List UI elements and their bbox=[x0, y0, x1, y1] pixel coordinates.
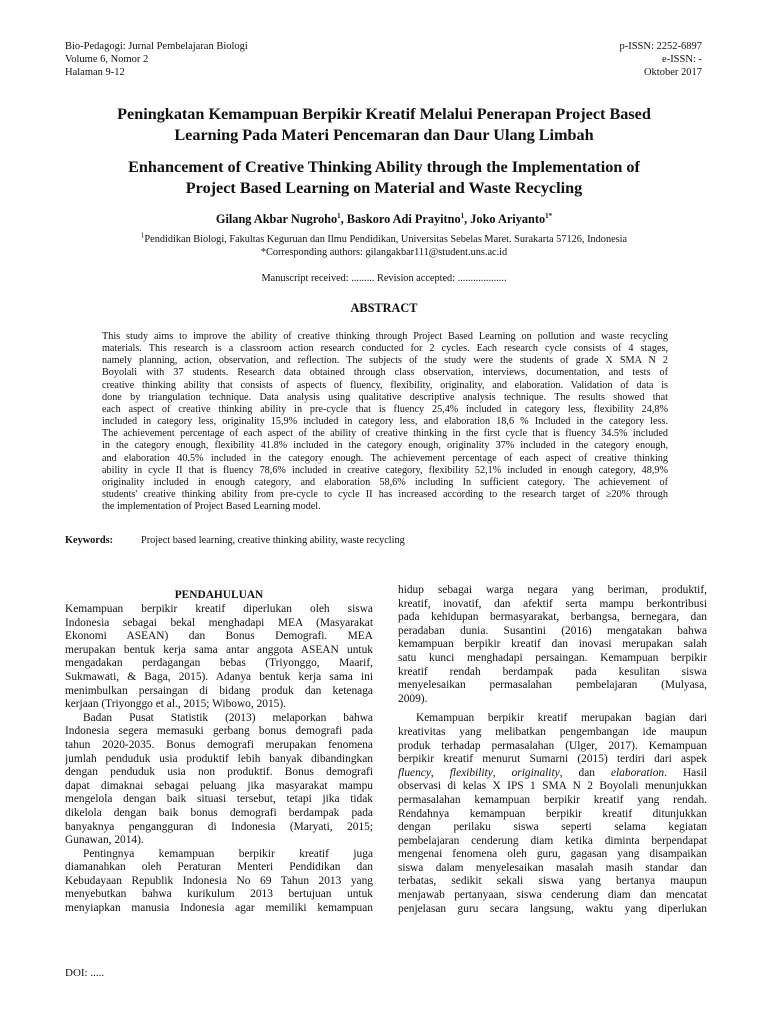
body-line: Kemampuan berpikir kreatif diperlukan oleh siswa bbox=[65, 603, 373, 615]
body-line: menjawab pertanyaan, siswa cenderung diam dan mencatat bbox=[398, 889, 707, 902]
body-line: penjelasan guru secara langsung, waktu yang diperlukan bbox=[398, 902, 707, 915]
body-line: berpikir kreatif menurut Sumarni (2015) terdiri dari aspek bbox=[398, 753, 707, 766]
author-list bbox=[40, 212, 728, 227]
abstract-line: The achievement percentage of each aspect of the ability of creative thinking in the first cycle that is fluency 34.5% included bbox=[102, 428, 668, 440]
body-line: banyaknya pengangguran di Indonesia (Maryati, 2015; bbox=[65, 820, 373, 833]
author-name: , Joko Ariyanto bbox=[464, 212, 546, 226]
running-header-right bbox=[619, 40, 702, 79]
body-line: kreatif, inovatif, dan afektif serta mampu berkontribusi bbox=[398, 597, 707, 610]
body-line: 2009). bbox=[398, 692, 428, 705]
body-line: Kebudayaan Republik Indonesia No 69 Tahun 2013 yang bbox=[65, 874, 373, 887]
abstract-line: in the category enough, flexibility 41.8% included in the category enough, originality 37% included in the category enough, bbox=[102, 440, 668, 452]
doi: DOI: ..... bbox=[65, 967, 105, 979]
abstract-line: students' creative thinking ability from pre-cycle to cycle II has increased according to the research target of ≥20% through bbox=[102, 489, 668, 501]
body-line: menyebutkan bahwa kurikulum 2013 bertujuan untuk bbox=[65, 888, 373, 901]
body-line: mengadakan perdagangan bebas (Triyonggo, Maarif, bbox=[65, 657, 373, 670]
body-line: Badan Pusat Statistik (2013) melaporkan bahwa bbox=[83, 711, 373, 724]
term-originality: originality bbox=[511, 766, 560, 779]
body-line: Rendahnya kemampuan berpikir kreatif ditunjukkan bbox=[398, 807, 707, 820]
abstract-line: originality included in enough category, and elaboration 58,6% including In sufficient category. The achievement of bbox=[102, 476, 668, 488]
body-line: produk terhadap permasalahan (Ulger, 2017). Kemampuan bbox=[398, 739, 707, 752]
body-line: pada kehidupan bermasyarakat, berbangsa, bernegara, dan bbox=[398, 611, 707, 624]
term-fluency: fluency bbox=[398, 766, 431, 779]
title-line: Project Based Learning on Material and Waste Recycling bbox=[185, 179, 583, 197]
separator: . Hasil bbox=[664, 766, 707, 779]
body-line: dengan penduduk usia non produktif. Bonus demografi bbox=[65, 766, 373, 779]
affiliation-mark: 1 bbox=[140, 231, 145, 240]
body-line: kerjaan (Triyonggo et al., 2015; Wibowo, 2015). bbox=[65, 698, 286, 711]
running-header-left bbox=[65, 40, 248, 79]
body-line: peradaban dunia. Susantini (2016) mengatakan bahwa bbox=[398, 624, 707, 637]
journal-pages: Halaman 9-12 bbox=[65, 67, 125, 78]
keywords-label: Keywords: bbox=[65, 535, 114, 546]
abstract-line: ability in cycle II that is fluency 78,6% included in creative category, flexibility 52,1% included in enough category, 48,9% bbox=[102, 464, 668, 476]
body-line: dikelola dengan baik bonus demografi berdampak pada bbox=[65, 806, 373, 819]
body-line: siswa dalam menyelesaikan masalah masih standar dan bbox=[398, 861, 707, 874]
body-line: hidup sebagai warga negara yang beriman, produktif, bbox=[398, 584, 707, 596]
abstract-line: Boyolali with 37 students. Research data obtained through class observation, interviews, documentation, and tests of bbox=[102, 367, 668, 379]
body-line: Gunawan, 2014). bbox=[65, 834, 144, 847]
affiliation-mark: 1 bbox=[337, 211, 341, 220]
body-line: jumlah penduduk usia produktif lebih banyak dibandingkan bbox=[65, 752, 373, 765]
journal-name: Bio-Pedagogi: Jurnal Pembelajaran Biologi bbox=[65, 41, 248, 52]
title-line: Learning Pada Materi Pencemaran dan Daur Ulang Limbah bbox=[174, 126, 594, 144]
abstract-line: creative thinking ability that consists of aspects of fluency, flexibility, originality, and elaboration. Validation of data is bbox=[102, 379, 668, 391]
abstract-line: namely planning, action, observation, and reflection. The subjects of the study were the students of grade X SMA N 2 bbox=[102, 355, 668, 367]
section-heading-pendahuluan: PENDAHULUAN bbox=[174, 589, 264, 601]
author-name: , Baskoro Adi Prayitno bbox=[340, 212, 461, 226]
corresponding-author: *Corresponding authors: gilangakbar111@student.uns.ac.id bbox=[260, 247, 508, 258]
e-issn: e-ISSN: - bbox=[662, 54, 702, 65]
title-line: Enhancement of Creative Thinking Ability through the Implementation of bbox=[128, 158, 640, 176]
body-line: kemampuan berpikir kreatif dan inovasi merupakan salah bbox=[398, 638, 707, 651]
body-line: kreatif rendah berdampak pada kesulitan siswa bbox=[398, 665, 707, 678]
term-elaboration: elaboration bbox=[610, 766, 665, 779]
abstract-heading: ABSTRACT bbox=[350, 301, 418, 315]
body-line: pembelajaran cenderung diam ketika diminta berpendapat bbox=[398, 834, 707, 847]
manuscript-dates: Manuscript received: ......... Revision accepted: ................... bbox=[261, 273, 507, 284]
publication-date: Oktober 2017 bbox=[643, 67, 702, 78]
affiliation-mark: 1 bbox=[460, 211, 465, 220]
abstract-line: and elaboration 40.5% included in the category enough. The achievement percentage of each aspect of creative thinking bbox=[102, 452, 668, 464]
body-column-left bbox=[65, 603, 373, 916]
abstract-body bbox=[102, 331, 668, 513]
affiliation bbox=[40, 233, 728, 246]
keywords-text: Project based learning, creative thinking ability, waste recycling bbox=[141, 535, 405, 546]
abstract-line: each aspect of creative thinking ability in pre-cycle that is fluency 25,4% included in category less, flexibility 24,8% bbox=[102, 403, 668, 415]
body-line: menyelesaikan permasalahan pembelajaran (Mulyasa, bbox=[398, 679, 707, 692]
body-line: dapat dimaknai sebagai peluang jika masyarakat mampu bbox=[65, 779, 373, 792]
title-line: Peningkatan Kemampuan Berpikir Kreatif Melalui Penerapan Project Based bbox=[117, 105, 651, 123]
body-line: Ekonomi ASEAN) dan Bonus Demografi. MEA bbox=[65, 630, 373, 643]
body-line-aspects bbox=[398, 767, 707, 781]
body-line: observasi di kelas X IPS 1 SMA N 2 Boyolali menunjukkan bbox=[398, 780, 707, 793]
body-line: Sukmawati, & Baga, 2015). Adanya bentuk kerja sama ini bbox=[65, 670, 373, 683]
body-line: terbatas, sedikit sekali siswa yang bertanya maupun bbox=[398, 875, 707, 888]
abstract-line: This study aims to improve the ability of creative thinking through Project Based Learning on pollution and waste recycling bbox=[102, 331, 668, 342]
journal-volume: Volume 6, Nomor 2 bbox=[65, 54, 149, 65]
abstract-line: included in category less, originality 15,9% included in category less, and elaboration 18,6 % Included in the category less. bbox=[102, 416, 668, 428]
affiliation-text: Pendidikan Biologi, Fakultas Keguruan dan Ilmu Pendidikan, Universitas Sebelas Maret. Surakarta 57126, Indonesia bbox=[144, 234, 628, 245]
affiliation-mark: 1* bbox=[545, 211, 553, 220]
body-line: mengenai fenomena oleh guru, gagasan yang disampaikan bbox=[398, 848, 707, 861]
body-line: kreativitas yang melibatkan pengembangan ide maupun bbox=[398, 725, 707, 738]
body-line: dengan perilaku siswa seperti selama kegiatan bbox=[398, 821, 707, 834]
title-english bbox=[40, 157, 728, 199]
body-line: satu kunci menghadapi persaingan. Kemampuan berpikir bbox=[398, 651, 707, 664]
abstract-line: the implementation of Project Based Learning model. bbox=[102, 501, 321, 513]
body-column-right bbox=[398, 584, 707, 916]
keywords bbox=[65, 534, 405, 547]
body-line: Pentingnya kemampuan berpikir kreatif juga bbox=[83, 847, 373, 860]
body-line: tahun 2020-2035. Bonus demografi merupakan fenomena bbox=[65, 738, 373, 751]
separator: , bbox=[492, 766, 512, 779]
body-line: Indonesia sebagai bekal menghadapi MEA (Masyarakat bbox=[65, 616, 373, 629]
separator: , bbox=[430, 766, 450, 779]
author-name: Gilang Akbar Nugroho bbox=[215, 212, 338, 226]
body-line: Indonesia segera memasuki gerbang bonus demografi pada bbox=[65, 725, 373, 738]
body-line: menyiapkan manusia Indonesia agar memiliki kemampuan bbox=[65, 902, 373, 915]
body-line: merupakan bentuk kerja sama antar anggota ASEAN untuk bbox=[65, 643, 373, 656]
body-line: mengelola dengan baik situasi tersebut, tetapi jika tidak bbox=[65, 793, 373, 806]
body-line: menimbulkan persaingan di bidang produk dan ketenaga bbox=[65, 684, 373, 697]
term-flexibility: flexibility bbox=[449, 766, 493, 779]
p-issn: p-ISSN: 2252-6897 bbox=[619, 41, 702, 52]
body-line: permasalahan kemampuan berpikir kreatif yang rendah. bbox=[398, 793, 707, 806]
abstract-line: done by triangulation technique. Data analysis using qualitative descriptive analysis technique. The results showed that bbox=[102, 391, 668, 403]
separator: , dan bbox=[559, 766, 611, 779]
title-indonesian bbox=[40, 104, 728, 146]
body-line: Kemampuan berpikir kreatif merupakan bagian dari bbox=[416, 712, 707, 725]
body-line: diamanahkan oleh Peraturan Menteri Pendidikan dan bbox=[65, 861, 373, 874]
abstract-line: materials. This research is a classroom action research conducted for 2 cycles. Each research cycle consists of 4 stages, bbox=[102, 343, 668, 355]
